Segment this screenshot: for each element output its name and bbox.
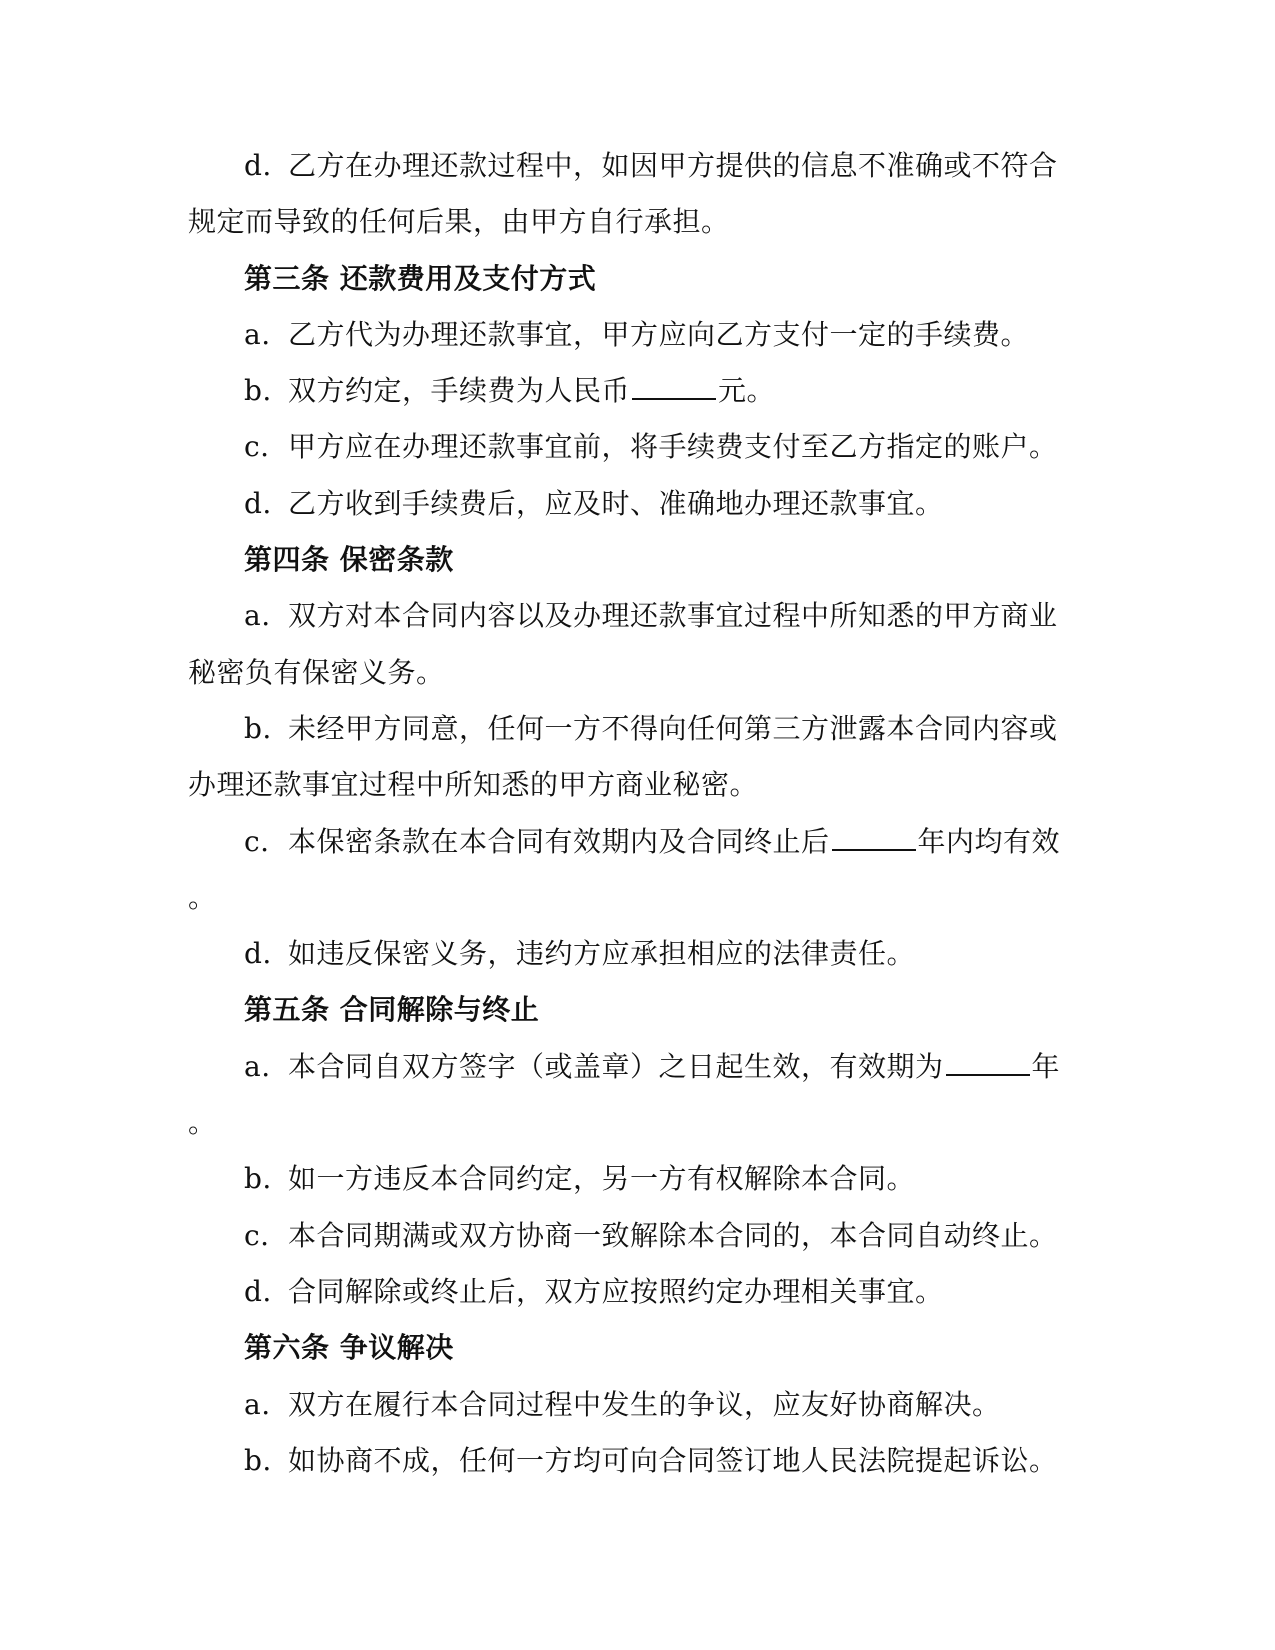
clause-3a [188,307,1068,363]
clause-text: 本保密条款在本合同有效期内及合同终止后 [288,824,830,858]
clause-4d [188,926,1068,982]
clause-text: 双方约定，手续费为人民币 [288,374,631,408]
clause-text: 双方在履行本合同过程中发生的争议，应友好协商解决。 [288,1387,1001,1421]
clause-marker: b. [244,711,272,745]
clause-marker: d. [244,486,272,520]
article-3-heading: 第三条 还款费用及支付方式 [244,261,597,295]
clause-text: 合同解除或终止后，双方应按照约定办理相关事宜。 [288,1274,944,1308]
clause-6b [188,1433,1068,1489]
clause-4c-line1 [188,814,1068,870]
clause-marker: a. [244,1387,271,1421]
clause-5b [188,1151,1068,1207]
fill-in-blank [946,1052,1030,1076]
clause-marker: a. [244,599,271,633]
clause-marker: c. [244,430,270,464]
clause-text: 乙方收到手续费后，应及时、准确地办理还款事宜。 [288,486,944,520]
clause-3d [188,476,1068,532]
clause-marker: c. [244,1218,270,1252]
clause-6a [188,1377,1068,1433]
clause-text: 甲方应在办理还款事宜前，将手续费支付至乙方指定的账户。 [288,430,1058,464]
clause-5a-line2 [188,1095,1068,1151]
clause-4b-line2 [188,757,1068,813]
clause-2d-line1 [188,138,1068,194]
clause-text: 办理还款事宜过程中所知悉的甲方商业秘密。 [188,768,759,802]
clause-text: 元。 [718,374,776,408]
clause-text: 乙方代为办理还款事宜，甲方应向乙方支付一定的手续费。 [288,317,1030,351]
clause-marker: b. [244,1162,272,1196]
clause-marker: d. [244,1274,272,1308]
clause-4b-line1 [188,701,1068,757]
clause-text: 秘密负有保密义务。 [188,655,445,689]
article-5-heading: 第五条 合同解除与终止 [244,993,540,1027]
clause-5d [188,1264,1068,1320]
clause-text: 。 [188,880,217,914]
clause-text: 年内均有效 [917,824,1061,858]
document-page [188,138,1068,1489]
clause-2d-line2 [188,194,1068,250]
clause-text: 年 [1031,1049,1061,1083]
clause-text: 规定而导致的任何后果，由甲方自行承担。 [188,205,730,239]
clause-text: 未经甲方同意，任何一方不得向任何第三方泄露本合同内容或 [288,711,1058,745]
clause-text: 双方对本合同内容以及办理还款事宜过程中所知悉的甲方商业 [288,599,1058,633]
clause-4c-line2 [188,870,1068,926]
clause-marker: a. [244,1049,271,1083]
clause-text: 本合同期满或双方协商一致解除本合同的，本合同自动终止。 [288,1218,1058,1252]
clause-4a-line1 [188,588,1068,644]
fill-in-blank [632,376,716,400]
clause-text: 如违反保密义务，违约方应承担相应的法律责任。 [288,937,916,971]
clause-text: 本合同自双方签字（或盖章）之日起生效，有效期为 [288,1049,944,1083]
clause-text: 如一方违反本合同约定，另一方有权解除本合同。 [288,1162,916,1196]
clause-3b [188,363,1068,419]
clause-marker: c. [244,824,270,858]
clause-marker: d. [244,937,272,971]
clause-3c [188,419,1068,475]
clause-5a-line1 [188,1039,1068,1095]
clause-marker: a. [244,317,271,351]
clause-text: 如协商不成，任何一方均可向合同签订地人民法院提起诉讼。 [288,1443,1058,1477]
clause-marker: d. [244,149,272,182]
article-4-heading: 第四条 保密条款 [244,543,454,577]
clause-text: 乙方在办理还款过程中，如因甲方提供的信息不准确或不符合 [288,149,1058,182]
clause-4a-line2 [188,645,1068,701]
fill-in-blank [832,827,916,851]
article-6-heading: 第六条 争议解决 [244,1331,454,1365]
clause-5c [188,1208,1068,1264]
clause-marker: b. [244,1443,272,1477]
clause-marker: b. [244,374,272,408]
clause-text: 。 [188,1106,217,1140]
